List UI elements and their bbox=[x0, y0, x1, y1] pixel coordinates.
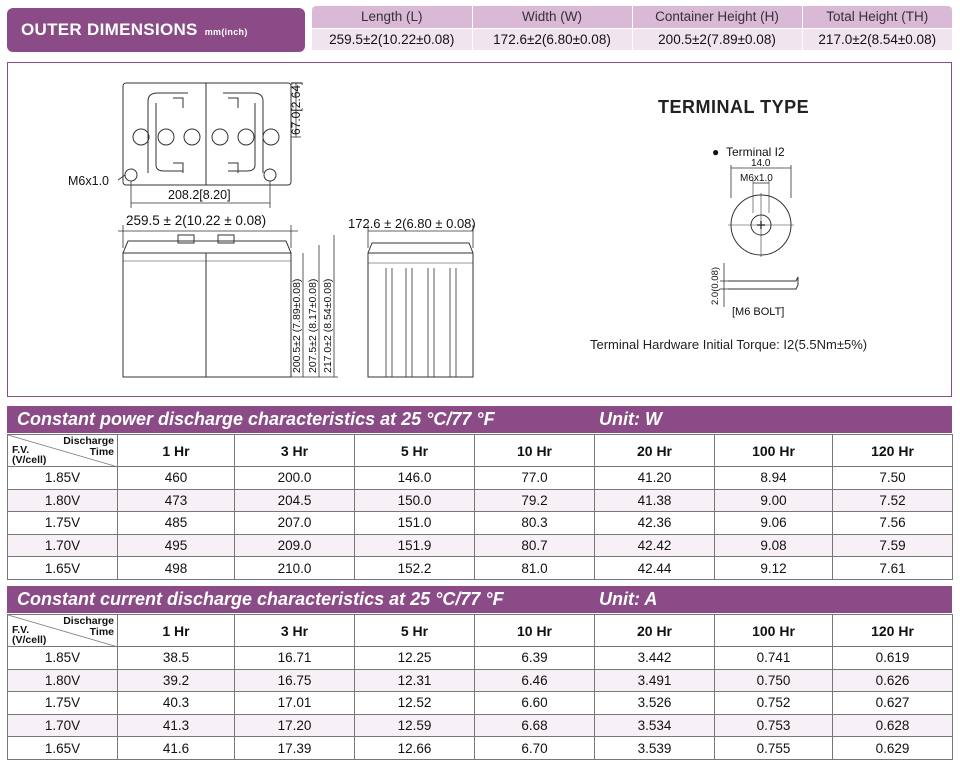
cell-cap bbox=[184, 129, 200, 145]
value-cell: 151.9 bbox=[355, 534, 475, 557]
table-row bbox=[8, 512, 953, 535]
value-cell: 12.25 bbox=[355, 647, 475, 670]
value-cell: 41.38 bbox=[595, 489, 715, 512]
value-cell: 7.56 bbox=[833, 512, 953, 535]
dim-header-width: Width (W) bbox=[472, 6, 632, 28]
value-cell: 12.59 bbox=[355, 714, 475, 737]
final-voltage-cell: 1.75V bbox=[8, 512, 118, 535]
power-column-header: 3 Hr bbox=[235, 435, 355, 467]
dim-header-container-height: Container Height (H) bbox=[632, 6, 802, 28]
table-row bbox=[8, 647, 953, 670]
dim-header-total-height: Total Height (TH) bbox=[802, 6, 952, 28]
current-discharge-table bbox=[7, 614, 953, 760]
corner-top-line: Discharge bbox=[63, 615, 114, 627]
corner-top-line: Time bbox=[89, 626, 114, 638]
value-cell: 16.71 bbox=[235, 647, 355, 670]
value-cell: 473 bbox=[118, 489, 235, 512]
value-cell: 6.39 bbox=[475, 647, 595, 670]
outer-dimensions-table bbox=[312, 6, 952, 50]
dim-value-container-height: 200.5±2(7.89±0.08) bbox=[632, 28, 802, 50]
power-column-header: 120 Hr bbox=[833, 435, 953, 467]
final-voltage-cell: 1.70V bbox=[8, 534, 118, 557]
value-cell: 152.2 bbox=[355, 557, 475, 580]
top-view-height-dim: 67.0[2.64] bbox=[289, 81, 303, 135]
table-row bbox=[8, 669, 953, 692]
final-voltage-cell: 1.85V bbox=[8, 467, 118, 490]
terminal-thread: M6x1.0 bbox=[740, 173, 773, 184]
value-cell: 41.20 bbox=[595, 467, 715, 490]
terminal-width-dim: 14.0 bbox=[751, 158, 771, 169]
terminal-bullet: ● bbox=[712, 145, 720, 159]
value-cell: 460 bbox=[118, 467, 235, 490]
corner-top-label bbox=[63, 436, 114, 458]
value-cell: 9.06 bbox=[715, 512, 833, 535]
value-cell: 17.39 bbox=[235, 737, 355, 760]
current-column-header: 1 Hr bbox=[118, 615, 235, 647]
value-cell: 12.31 bbox=[355, 669, 475, 692]
power-section-unit: Unit: W bbox=[599, 409, 662, 429]
corner-bottom-line: F.V. bbox=[12, 444, 30, 456]
current-column-header: 120 Hr bbox=[833, 615, 953, 647]
current-column-header: 3 Hr bbox=[235, 615, 355, 647]
front-terminal bbox=[178, 235, 194, 243]
torque-text: Terminal Hardware Initial Torque: I2(5.5Nm±5%) bbox=[590, 337, 868, 352]
height-dim-container: 200.5±2 (7.89±0.08) bbox=[291, 278, 303, 373]
current-column-header: 10 Hr bbox=[475, 615, 595, 647]
outer-dimensions-label bbox=[7, 8, 305, 52]
value-cell: 9.00 bbox=[715, 489, 833, 512]
terminal-circle bbox=[264, 169, 276, 181]
value-cell: 0.626 bbox=[833, 669, 953, 692]
value-cell: 42.42 bbox=[595, 534, 715, 557]
value-cell: 0.629 bbox=[833, 737, 953, 760]
corner-bottom-line: F.V. bbox=[12, 624, 30, 636]
terminal-bolt-label: [M6 BOLT] bbox=[732, 306, 785, 318]
corner-bottom-line: (V/cell) bbox=[12, 634, 47, 646]
power-column-header: 1 Hr bbox=[118, 435, 235, 467]
cell-cap bbox=[212, 129, 228, 145]
value-cell: 146.0 bbox=[355, 467, 475, 490]
corner-bottom-line: (V/cell) bbox=[12, 454, 47, 466]
terminal-profile bbox=[728, 277, 798, 289]
value-cell: 151.0 bbox=[355, 512, 475, 535]
value-cell: 6.70 bbox=[475, 737, 595, 760]
cell-cap bbox=[158, 129, 174, 145]
front-terminal bbox=[218, 235, 234, 243]
value-cell: 0.627 bbox=[833, 692, 953, 715]
side-view-ribs bbox=[386, 268, 456, 377]
corner-top-line: Time bbox=[89, 446, 114, 458]
final-voltage-cell: 1.75V bbox=[8, 692, 118, 715]
power-section-bar bbox=[7, 406, 952, 433]
height-dim-mid: 207.5±2 (8.17±0.08) bbox=[307, 278, 319, 373]
value-cell: 498 bbox=[118, 557, 235, 580]
power-column-header: 20 Hr bbox=[595, 435, 715, 467]
value-cell: 7.52 bbox=[833, 489, 953, 512]
power-column-header: 10 Hr bbox=[475, 435, 595, 467]
leader-line bbox=[118, 175, 125, 180]
table-row bbox=[8, 692, 953, 715]
value-cell: 210.0 bbox=[235, 557, 355, 580]
value-cell: 80.7 bbox=[475, 534, 595, 557]
table-row bbox=[8, 534, 953, 557]
terminal-type-title: TERMINAL TYPE bbox=[658, 97, 810, 117]
thread-label: M6x1.0 bbox=[68, 174, 109, 188]
value-cell: 200.0 bbox=[235, 467, 355, 490]
power-column-header: 5 Hr bbox=[355, 435, 475, 467]
value-cell: 485 bbox=[118, 512, 235, 535]
final-voltage-cell: 1.65V bbox=[8, 737, 118, 760]
value-cell: 6.68 bbox=[475, 714, 595, 737]
current-section-unit: Unit: A bbox=[599, 589, 658, 609]
value-cell: 16.75 bbox=[235, 669, 355, 692]
final-voltage-cell: 1.70V bbox=[8, 714, 118, 737]
value-cell: 3.534 bbox=[595, 714, 715, 737]
table-row bbox=[8, 557, 953, 580]
cell-cap bbox=[263, 129, 279, 145]
side-view-outline bbox=[368, 253, 473, 377]
value-cell: 3.539 bbox=[595, 737, 715, 760]
value-cell: 12.66 bbox=[355, 737, 475, 760]
outer-dimensions-title: OUTER DIMENSIONS bbox=[21, 20, 198, 39]
value-cell: 6.60 bbox=[475, 692, 595, 715]
value-cell: 0.750 bbox=[715, 669, 833, 692]
outer-dimensions-header-row bbox=[312, 6, 952, 28]
corner-top-line: Discharge bbox=[63, 435, 114, 447]
terminal-name: Terminal I2 bbox=[726, 145, 785, 159]
value-cell: 0.619 bbox=[833, 647, 953, 670]
value-cell: 0.741 bbox=[715, 647, 833, 670]
outer-dimensions-value-row bbox=[312, 28, 952, 50]
height-dim-total: 217.0±2 (8.54±0.08) bbox=[322, 278, 334, 373]
current-column-header: 100 Hr bbox=[715, 615, 833, 647]
front-view-lid bbox=[123, 241, 291, 253]
value-cell: 77.0 bbox=[475, 467, 595, 490]
value-cell: 0.752 bbox=[715, 692, 833, 715]
terminal-height-dim: 2.0(0.08) bbox=[710, 266, 721, 305]
value-cell: 204.5 bbox=[235, 489, 355, 512]
value-cell: 7.61 bbox=[833, 557, 953, 580]
value-cell: 81.0 bbox=[475, 557, 595, 580]
value-cell: 80.3 bbox=[475, 512, 595, 535]
value-cell: 209.0 bbox=[235, 534, 355, 557]
final-voltage-cell: 1.65V bbox=[8, 557, 118, 580]
value-cell: 9.08 bbox=[715, 534, 833, 557]
value-cell: 17.20 bbox=[235, 714, 355, 737]
final-voltage-cell: 1.80V bbox=[8, 489, 118, 512]
power-discharge-table bbox=[7, 434, 953, 580]
terminal-circle bbox=[125, 169, 137, 181]
dim-header-length: Length (L) bbox=[312, 6, 472, 28]
value-cell: 0.755 bbox=[715, 737, 833, 760]
table-row bbox=[8, 467, 953, 490]
value-cell: 207.0 bbox=[235, 512, 355, 535]
cell-cap bbox=[238, 129, 254, 145]
value-cell: 495 bbox=[118, 534, 235, 557]
value-cell: 42.36 bbox=[595, 512, 715, 535]
table-row bbox=[8, 489, 953, 512]
final-voltage-cell: 1.85V bbox=[8, 647, 118, 670]
dimension-drawing-box bbox=[7, 62, 952, 397]
value-cell: 6.46 bbox=[475, 669, 595, 692]
outer-dimensions-unit: mm(inch) bbox=[204, 27, 248, 37]
current-section-title: Constant current discharge characteristics at 25 °C/77 °F bbox=[17, 589, 504, 609]
front-view-outline bbox=[123, 253, 291, 377]
corner-bottom-label bbox=[12, 625, 46, 645]
value-cell: 7.59 bbox=[833, 534, 953, 557]
current-section-bar bbox=[7, 586, 952, 613]
table-row bbox=[8, 714, 953, 737]
value-cell: 0.753 bbox=[715, 714, 833, 737]
width-dim: 172.6 ± 2(6.80 ± 0.08) bbox=[348, 216, 476, 231]
corner-bottom-label bbox=[12, 445, 46, 465]
value-cell: 41.6 bbox=[118, 737, 235, 760]
value-cell: 150.0 bbox=[355, 489, 475, 512]
value-cell: 12.52 bbox=[355, 692, 475, 715]
dim-value-width: 172.6±2(6.80±0.08) bbox=[472, 28, 632, 50]
power-section-title: Constant power discharge characteristics at 25 °C/77 °F bbox=[17, 409, 495, 429]
value-cell: 79.2 bbox=[475, 489, 595, 512]
terminal-spacing-dim: 208.2[8.20] bbox=[168, 188, 231, 202]
value-cell: 3.526 bbox=[595, 692, 715, 715]
value-cell: 41.3 bbox=[118, 714, 235, 737]
final-voltage-cell: 1.80V bbox=[8, 669, 118, 692]
value-cell: 3.491 bbox=[595, 669, 715, 692]
value-cell: 40.3 bbox=[118, 692, 235, 715]
current-column-header: 5 Hr bbox=[355, 615, 475, 647]
value-cell: 17.01 bbox=[235, 692, 355, 715]
value-cell: 0.628 bbox=[833, 714, 953, 737]
dim-value-length: 259.5±2(10.22±0.08) bbox=[312, 28, 472, 50]
power-corner-cell bbox=[8, 435, 118, 467]
cell-cap bbox=[133, 129, 149, 145]
value-cell: 38.5 bbox=[118, 647, 235, 670]
current-column-header: 20 Hr bbox=[595, 615, 715, 647]
value-cell: 3.442 bbox=[595, 647, 715, 670]
current-corner-cell bbox=[8, 615, 118, 647]
dim-value-total-height: 217.0±2(8.54±0.08) bbox=[802, 28, 952, 50]
current-header-row bbox=[8, 615, 953, 647]
value-cell: 8.94 bbox=[715, 467, 833, 490]
value-cell: 42.44 bbox=[595, 557, 715, 580]
value-cell: 39.2 bbox=[118, 669, 235, 692]
side-view-lid bbox=[368, 243, 473, 253]
power-header-row bbox=[8, 435, 953, 467]
length-dim: 259.5 ± 2(10.22 ± 0.08) bbox=[126, 213, 267, 228]
power-column-header: 100 Hr bbox=[715, 435, 833, 467]
table-row bbox=[8, 737, 953, 760]
value-cell: 9.12 bbox=[715, 557, 833, 580]
value-cell: 7.50 bbox=[833, 467, 953, 490]
corner-top-label bbox=[63, 616, 114, 638]
